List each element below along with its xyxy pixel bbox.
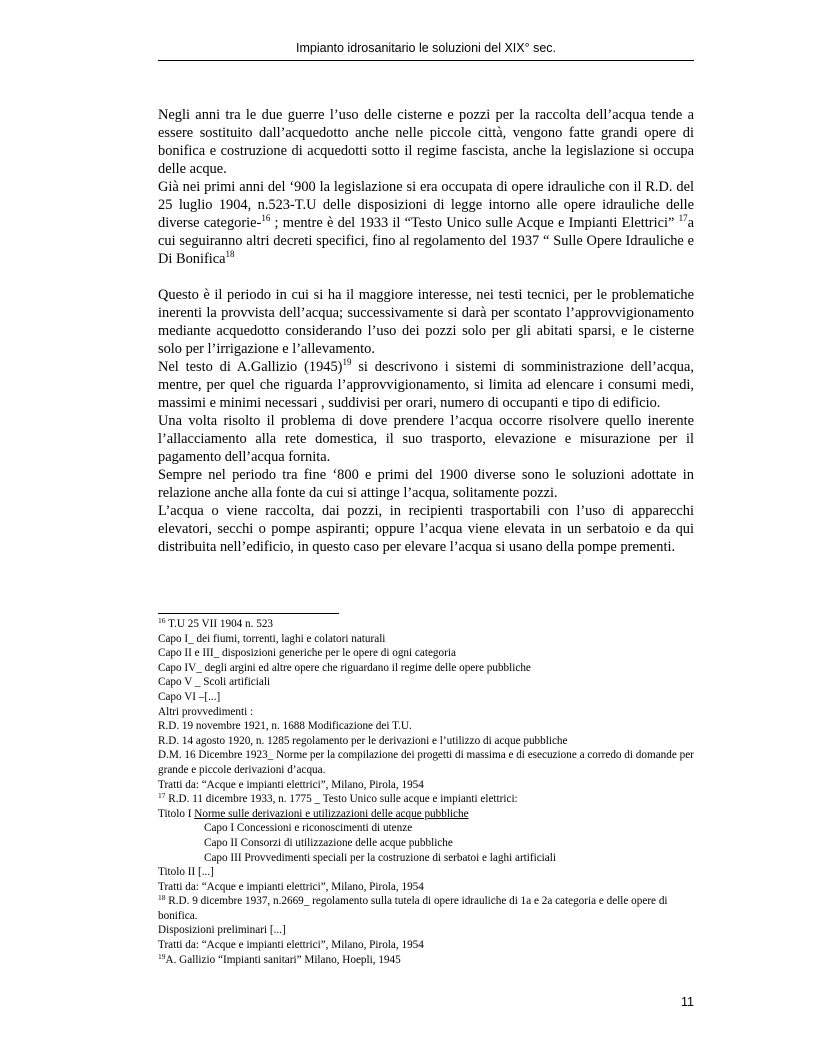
footnote-16-title: T.U 25 VII 1904 n. 523 [165, 618, 274, 630]
footnote-17-title: R.D. 11 dicembre 1933, n. 1775 _ Testo Unico sulle acque e impianti elettrici: [165, 793, 518, 806]
footnote-17 [158, 792, 694, 807]
footnote-19-title: A. Gallizio “Impianti sanitari” Milano, Hoepli, 1945 [165, 953, 401, 966]
page-number: 11 [681, 995, 694, 1009]
paragraph-2 [158, 178, 694, 268]
running-header: Impianto idrosanitario le soluzioni del XIX° sec. [296, 41, 556, 55]
footnote-line: Capo I_ dei fiumi, torrenti, laghi e colatori naturali [158, 632, 386, 645]
footnote-source: Tratti da: “Acque e impianti elettrici”, Milano, Pirola, 1954 [158, 778, 424, 791]
paragraph-4 [158, 358, 694, 412]
footnote-number: 19 [158, 951, 166, 961]
paragraph-6: Sempre nel periodo tra fine ‘800 e primi del 1900 diverse sono le soluzioni adottate in relazione anche alla fonte da cui si attinge l’acqua, solitamente pozzi. [158, 467, 694, 501]
paragraph-2-part-c: a cui seguiranno altri decreti specifici, fino al regolamento del 1937 “ Sulle Opere Idrauliche e Di Bonifica [158, 215, 694, 267]
footnote-ref-19[interactable]: 19 [342, 357, 352, 367]
titolo-text: Norme sulle derivazioni e utilizzazioni delle acque pubbliche [194, 807, 469, 820]
footnote-line: Disposizioni preliminari [...] [158, 924, 286, 937]
paragraph-gap [158, 268, 694, 286]
footnote-source: Tratti da: “Acque e impianti elettrici”, Milano, Pirola, 1954 [158, 939, 424, 952]
paragraph-2-part-a: Già nei primi anni del ‘900 la legislazione si era occupata di opere idrauliche con il R.D. del 25 luglio 1904, n.523-T.U delle disposizioni di legge intorno alle opere idrauliche delle diverse categorie- [158, 179, 694, 231]
footnote-line: R.D. 19 novembre 1921, n. 1688 Modificazione dei T.U. [158, 720, 412, 733]
footnote-line [158, 807, 694, 822]
footnote-line: Capo II Consorzi di utilizzazione delle acque pubbliche [204, 836, 453, 849]
footnote-separator [158, 613, 339, 614]
paragraph-5: Una volta risolto il problema di dove prendere l’acqua occorre risolvere quello inerente l’allacciamento alla rete domestica, il suo trasporto, elevazione e misurazione per il pagamento dell’acqua fornita. [158, 413, 694, 465]
main-text [158, 106, 694, 556]
footnote-line: Titolo II [...] [158, 866, 214, 879]
paragraph-7: L’acqua o viene raccolta, dai pozzi, in recipienti trasportabili con l’uso di apparecchi elevatori, secchi o pompe aspiranti; oppure l’acqua viene elevata in un serbatoio e da qui distribuita nell’edificio, in questo caso per elevare l’acqua si usano della pompe prementi. [158, 503, 694, 555]
paragraph-1: Negli anni tra le due guerre l’uso delle cisterne e pozzi per la raccolta dell’acqua tende a essere sostituito dall’acquedotto anche nelle piccole città, vengono fatte grandi opere di bonifica e costruzione di acquedotti sotto il regime fascista, anche la legislazione si occupa delle acque. [158, 107, 694, 177]
footnote-number: 17 [158, 791, 166, 801]
footnote-line: Capo III Provvedimenti speciali per la costruzione di serbatoi e laghi artificiali [204, 851, 556, 864]
header-rule [158, 60, 694, 61]
footnote-19 [158, 953, 694, 968]
footnote-line: Capo I Concessioni e riconoscimenti di utenze [204, 822, 413, 835]
footnote-line: Capo II e III_ disposizioni generiche per le opere di ogni categoria [158, 647, 456, 660]
paragraph-3: Questo è il periodo in cui si ha il maggiore interesse, nei testi tecnici, per le problematiche inerenti la provvista dell’acqua; successivamente si darà per scontato l’approvvigionamento mediante acquedotto considerando l’uso dei pozzi solo per gli abitati sparsi, e le cisterne solo per l’irrigazione e l’allevamento. [158, 287, 694, 357]
footnote-18-title: R.D. 9 dicembre 1937, n.2669_ regolamento sulla tutela di opere idrauliche di 1a e 2a categoria e delle opere di bonifica. [158, 895, 668, 922]
paragraph-4-part-b: si descrivono i sistemi di somministrazione dell’acqua, mentre, per quel che riguarda l’approvvigionamento, si limita ad elencare i consumi medi, massimi e minimi necessari , suddivisi per orari, numero di occupanti e tipo di edificio. [158, 359, 694, 411]
footnote-line: Capo V _ Scoli artificiali [158, 676, 271, 689]
footnote-number: 18 [158, 893, 166, 903]
paragraph-4-part-a: Nel testo di A.Gallizio (1945) [158, 359, 343, 375]
footnote-line: Altri provvedimenti : [158, 705, 254, 718]
footnotes [158, 617, 694, 967]
footnote-line: R.D. 14 agosto 1920, n. 1285 regolamento per le derivazioni e l’utilizzo di acque pubbliche [158, 734, 568, 747]
footnote-line: D.M. 16 Dicembre 1923_ Norme per la compilazione dei progetti di massima e di esecuzione a corredo di domande per grande e piccole derivazioni d’acqua. [158, 749, 694, 776]
footnote-source: Tratti da: “Acque e impianti elettrici”, Milano, Pirola, 1954 [158, 880, 424, 893]
footnote-line: Capo IV_ degli argini ed altre opere che riguardano il regime delle opere pubbliche [158, 661, 531, 674]
footnote-16 [158, 617, 694, 632]
footnote-number: 16 [158, 616, 166, 625]
footnote-ref-18[interactable]: 18 [225, 249, 235, 259]
titolo-label: Titolo I [158, 807, 195, 820]
footnote-18 [158, 894, 694, 923]
footnote-ref-17[interactable]: 17 [678, 213, 688, 223]
paragraph-2-part-b: ; mentre è del 1933 il “Testo Unico sulle Acque e Impianti Elettrici” [270, 215, 679, 231]
footnote-line: Capo VI –[...] [158, 690, 221, 703]
footnote-ref-16[interactable]: 16 [261, 213, 271, 223]
